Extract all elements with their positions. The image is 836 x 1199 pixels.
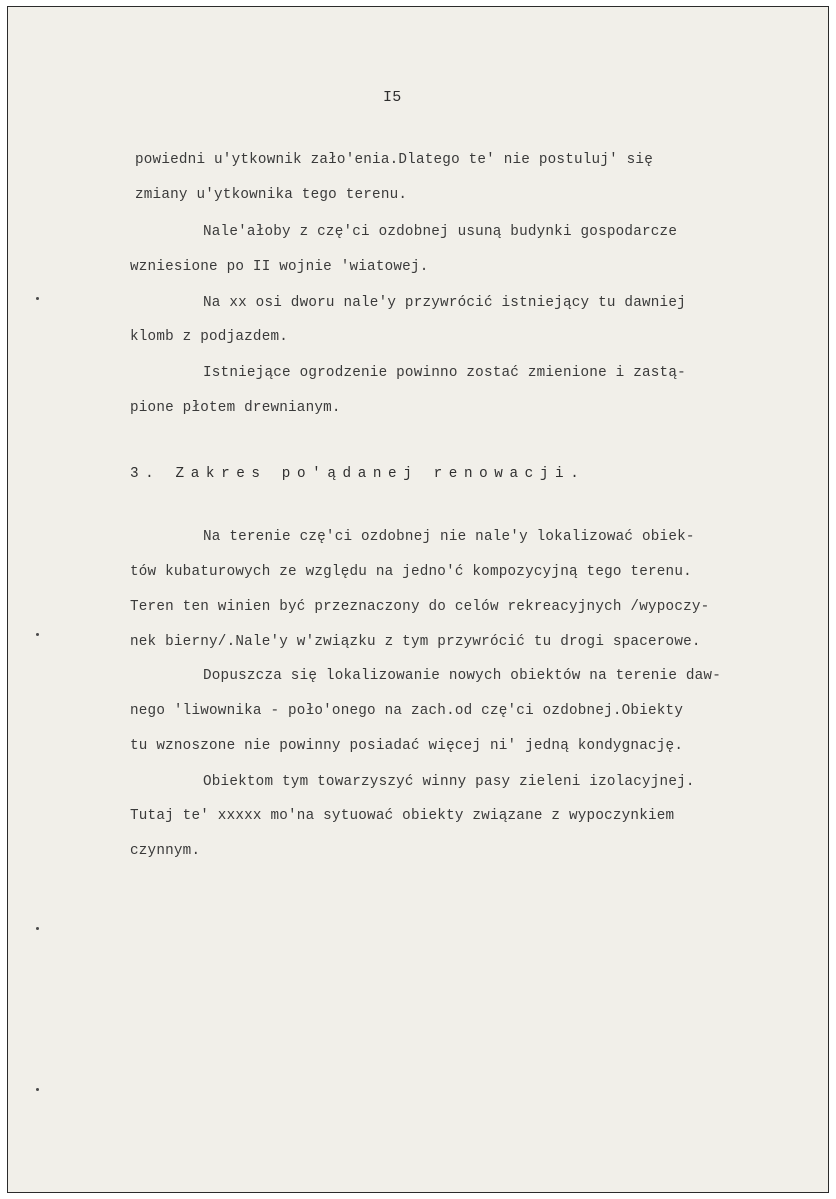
- text-line: nego 'liwownika - poło'onego na zach.od czę'ci ozdobnej.Obiekty: [130, 703, 684, 719]
- margin-speck: [36, 927, 39, 930]
- text-line: Na terenie czę'ci ozdobnej nie nale'y lokalizować obiek-: [203, 529, 695, 545]
- text-line: Obiektom tym towarzyszyć winny pasy zieleni izolacyjnej.: [203, 774, 695, 790]
- text-line: tu wznoszone nie powinny posiadać więcej ni' jedną kondygnację.: [130, 738, 684, 754]
- document-page: [7, 6, 829, 1193]
- margin-speck: [36, 633, 39, 636]
- page-number: I5: [383, 89, 402, 106]
- text-line: Dopuszcza się lokalizowanie nowych obiektów na terenie daw-: [203, 668, 721, 684]
- section-heading: 3. Zakres po'ądanej renowacji.: [130, 466, 586, 482]
- text-line: powiedni u'ytkownik zało'enia.Dlatego te' nie postuluj' się: [135, 152, 653, 168]
- text-line: klomb z podjazdem.: [130, 329, 289, 345]
- margin-speck: [36, 1088, 39, 1091]
- text-line: Na xx osi dworu nale'y przywrócić istniejący tu dawniej: [203, 295, 686, 311]
- text-line: zmiany u'ytkownika tego terenu.: [135, 187, 408, 203]
- text-line: czynnym.: [130, 843, 201, 859]
- text-line: Teren ten winien być przeznaczony do celów rekreacyjnych /wypoczy-: [130, 599, 710, 615]
- text-line: pione płotem drewnianym.: [130, 400, 341, 416]
- text-line: tów kubaturowych ze względu na jedno'ć kompozycyjną tego terenu.: [130, 564, 692, 580]
- text-line: Nale'ałoby z czę'ci ozdobnej usuną budynki gospodarcze: [203, 224, 678, 240]
- text-line: wzniesione po II wojnie 'wiatowej.: [130, 259, 429, 275]
- margin-speck: [36, 297, 39, 300]
- text-line: Istniejące ogrodzenie powinno zostać zmienione i zastą-: [203, 365, 686, 381]
- text-line: Tutaj te' xxxxx mo'na sytuować obiekty związane z wypoczynkiem: [130, 808, 675, 824]
- text-line: nek bierny/.Nale'y w'związku z tym przywrócić tu drogi spacerowe.: [130, 634, 701, 650]
